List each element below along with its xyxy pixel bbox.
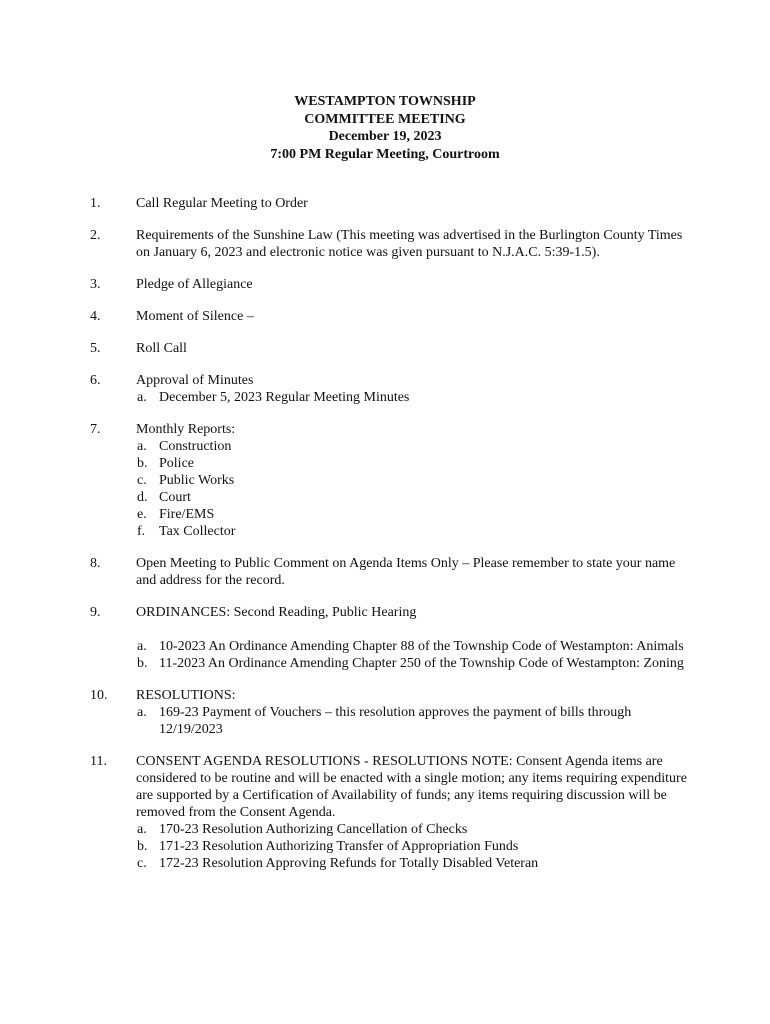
sub-item xyxy=(136,472,692,489)
sub-item-letter: a. xyxy=(137,439,147,454)
sub-item xyxy=(136,489,692,506)
sub-item xyxy=(136,523,692,540)
agenda-item xyxy=(0,227,770,261)
sub-item-text: December 5, 2023 Regular Meeting Minutes xyxy=(159,390,410,405)
sub-item-text: 11-2023 An Ordinance Amending Chapter 250 of the Township Code of Westampton: Zoning xyxy=(159,656,684,671)
item-text: Pledge of Allegiance xyxy=(136,277,253,292)
item-number: 3. xyxy=(90,277,101,292)
sub-item-list xyxy=(136,704,692,738)
sub-item-list xyxy=(136,438,692,540)
item-number: 2. xyxy=(90,228,101,243)
sub-item-text: 171-23 Resolution Authorizing Transfer of Appropriation Funds xyxy=(159,839,519,854)
item-text: Open Meeting to Public Comment on Agenda Items Only – Please remember to state your name and address for the record. xyxy=(136,556,676,588)
item-text: Approval of Minutes xyxy=(136,373,254,388)
item-number: 4. xyxy=(90,309,101,324)
sub-item-text: 172-23 Resolution Approving Refunds for Totally Disabled Veteran xyxy=(159,856,539,871)
sub-item-letter: a. xyxy=(137,639,147,654)
agenda-item xyxy=(0,340,770,357)
sub-item xyxy=(136,838,692,855)
item-text: Call Regular Meeting to Order xyxy=(136,196,308,211)
sub-item-text: Fire/EMS xyxy=(159,507,215,522)
item-text: Roll Call xyxy=(136,341,187,356)
item-number: 8. xyxy=(90,556,101,571)
agenda-item xyxy=(0,195,770,212)
sub-item-letter: b. xyxy=(137,839,148,854)
sub-item-text: Construction xyxy=(159,439,232,454)
township-name: WESTAMPTON TOWNSHIP xyxy=(294,94,476,109)
item-number: 10. xyxy=(90,688,108,703)
sub-item xyxy=(136,438,692,455)
sub-item xyxy=(136,855,692,872)
sub-item xyxy=(136,638,692,655)
item-text: Monthly Reports: xyxy=(136,422,236,437)
sub-item xyxy=(136,704,692,738)
agenda-item xyxy=(0,753,770,872)
sub-item xyxy=(136,455,692,472)
item-text: RESOLUTIONS: xyxy=(136,688,236,703)
sub-item-text: 10-2023 An Ordinance Amending Chapter 88 of the Township Code of Westampton: Animals xyxy=(159,639,684,654)
sub-item-letter: b. xyxy=(137,456,148,471)
agenda-item xyxy=(0,555,770,589)
sub-item-text: Court xyxy=(159,490,191,505)
item-number: 5. xyxy=(90,341,101,356)
agenda-item xyxy=(0,276,770,293)
sub-item-text: Police xyxy=(159,456,194,471)
sub-item-text: Public Works xyxy=(159,473,235,488)
item-number: 11. xyxy=(90,754,107,769)
sub-item-letter: e. xyxy=(137,507,147,522)
sub-item-letter: f. xyxy=(137,524,146,539)
meeting-header xyxy=(0,93,770,163)
sub-item-list xyxy=(136,638,692,672)
sub-item-letter: a. xyxy=(137,390,147,405)
sub-item-list xyxy=(136,389,692,406)
agenda-item xyxy=(0,421,770,540)
item-number: 7. xyxy=(90,422,101,437)
sub-item xyxy=(136,389,692,406)
sub-item-letter: d. xyxy=(137,490,148,505)
item-number: 6. xyxy=(90,373,101,388)
sub-item xyxy=(136,506,692,523)
agenda-item xyxy=(0,308,770,325)
agenda-item xyxy=(0,604,770,672)
sub-item-letter: c. xyxy=(137,473,147,488)
item-number: 1. xyxy=(90,196,101,211)
agenda-list xyxy=(0,195,770,872)
sub-item-letter: c. xyxy=(137,856,147,871)
sub-item-list xyxy=(136,821,692,872)
sub-item-letter: a. xyxy=(137,705,147,720)
sub-item-letter: b. xyxy=(137,656,148,671)
sub-item-letter: a. xyxy=(137,822,147,837)
meeting-date: December 19, 2023 xyxy=(328,129,442,144)
item-text: Requirements of the Sunshine Law (This meeting was advertised in the Burlington County Times on January 6, 2023 and electronic notice was given pursuant to N.J.A.C. 5:39-1.5). xyxy=(136,228,683,260)
item-number: 9. xyxy=(90,605,101,620)
sub-item xyxy=(136,655,692,672)
item-text: CONSENT AGENDA RESOLUTIONS - RESOLUTIONS NOTE: Consent Agenda items are considered to be routine and will be enacted with a single motion; any items requiring expenditure are supported by a Certification of Availability of funds; any items requiring discussion will be removed from the Consent Agenda. xyxy=(136,754,687,820)
agenda-item xyxy=(0,687,770,738)
sub-item-text: Tax Collector xyxy=(159,524,236,539)
meeting-title: COMMITTEE MEETING xyxy=(304,111,466,127)
sub-item xyxy=(136,821,692,838)
sub-item-text: 170-23 Resolution Authorizing Cancellation of Checks xyxy=(159,822,468,837)
sub-item-text: 169-23 Payment of Vouchers – this resolution approves the payment of bills through 12/19/2023 xyxy=(159,705,632,737)
meeting-time-location: 7:00 PM Regular Meeting, Courtroom xyxy=(270,146,500,162)
agenda-item xyxy=(0,372,770,406)
item-text: ORDINANCES: Second Reading, Public Hearing xyxy=(136,605,417,620)
item-text: Moment of Silence – xyxy=(136,309,254,324)
